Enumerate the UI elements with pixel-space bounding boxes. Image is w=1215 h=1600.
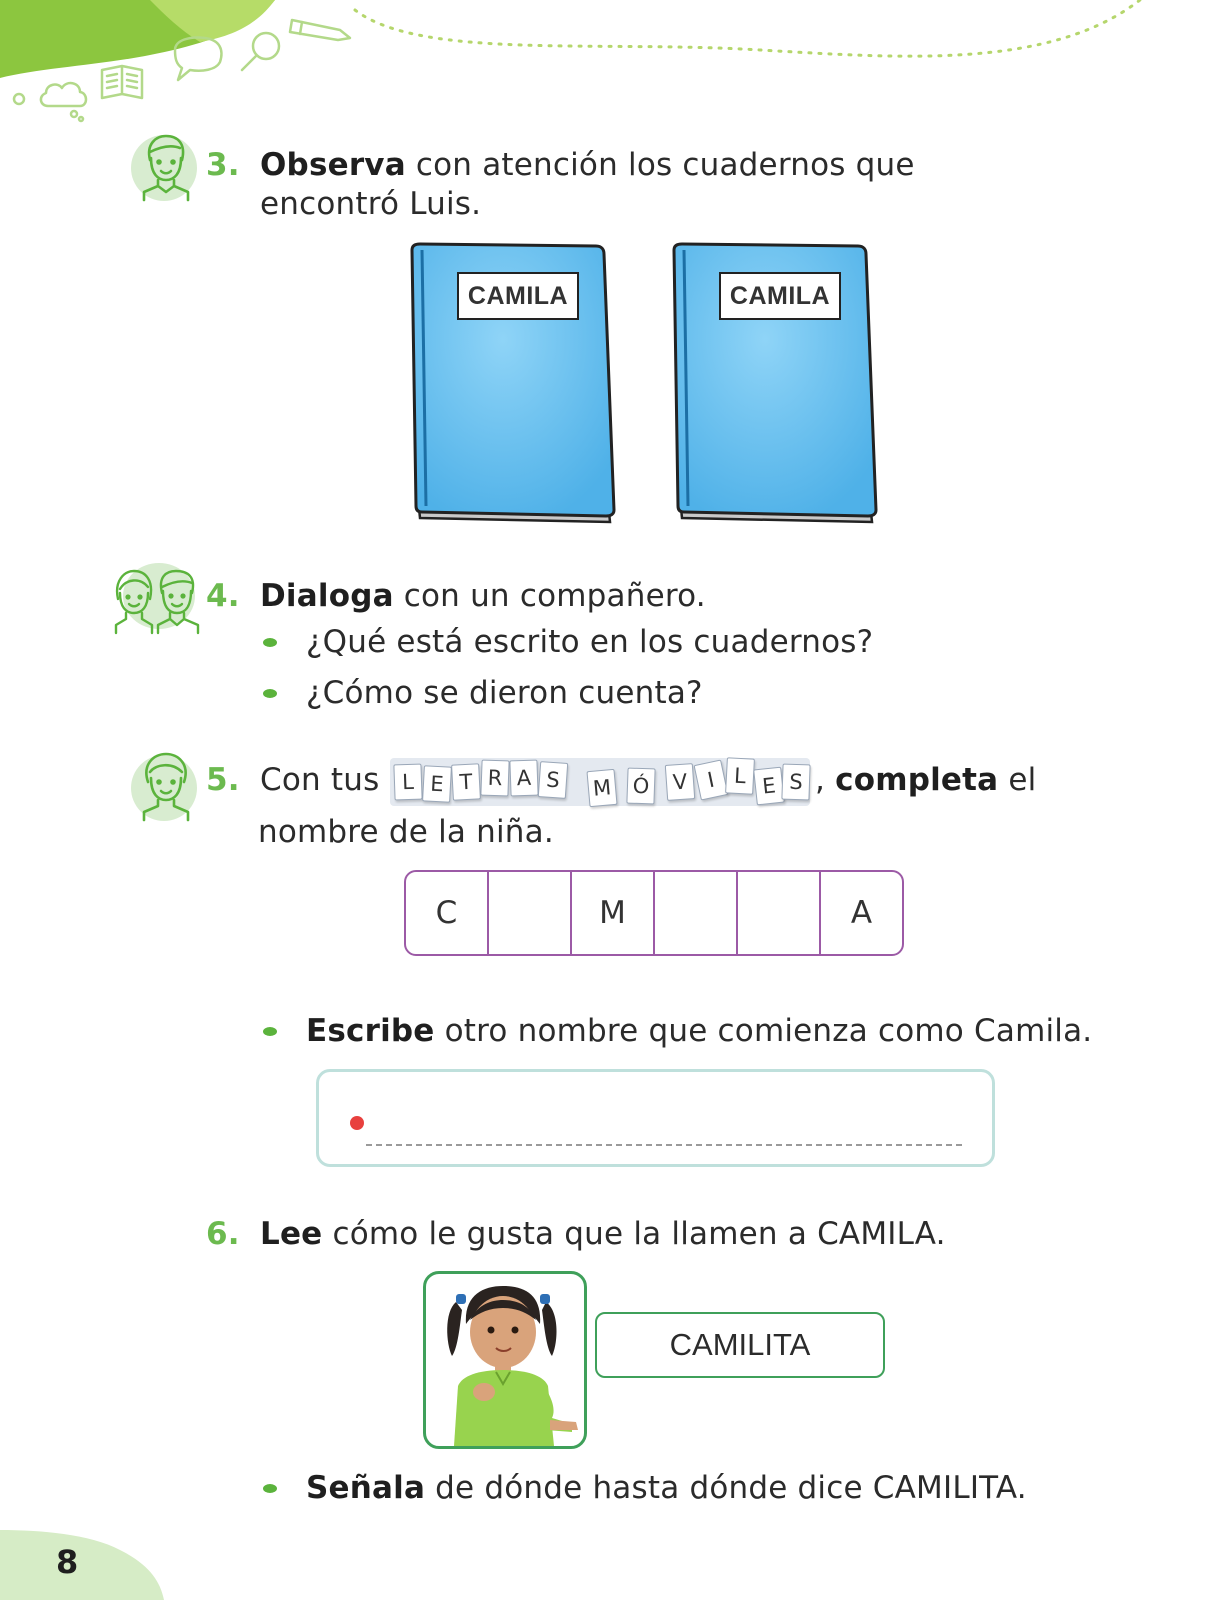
writing-start-dot: [350, 1116, 364, 1130]
activity-5-sub-instruction: [306, 1011, 1092, 1051]
letter-cell-blank[interactable]: [489, 872, 572, 954]
letter-tile: R: [480, 760, 509, 797]
activity-6-number: 6.: [206, 1216, 240, 1252]
activity-3-instruction: [206, 145, 240, 185]
letter-tile: L: [393, 764, 422, 801]
writing-line[interactable]: [366, 1144, 962, 1146]
header-icons: [10, 10, 360, 125]
letter-tile: E: [753, 767, 785, 806]
letter-tile: S: [781, 764, 810, 801]
activity-3-number: 3.: [206, 147, 240, 183]
activity-3-rest: con atención los cuadernos que: [405, 147, 915, 183]
activity-6-rest: cómo le gusta que la llamen a CAMILA.: [322, 1216, 946, 1252]
letter-cell-blank[interactable]: [655, 872, 738, 954]
bullet: [263, 1484, 277, 1493]
letter-tile: V: [665, 763, 695, 801]
letter-tile: L: [725, 757, 755, 794]
activity-3-line2: encontró Luis.: [260, 186, 482, 222]
letter-cell: C: [406, 872, 489, 954]
letter-grid: [404, 870, 904, 956]
activity-5-rest: el: [998, 762, 1037, 798]
activity-4-rest: con un compañero.: [393, 578, 706, 614]
activity-4-question-1: ¿Qué está escrito en los cuadernos?: [306, 624, 874, 660]
activity-3-line1: [260, 145, 915, 185]
activity-5-comma: ,: [815, 762, 826, 798]
letter-cell: A: [850, 895, 873, 931]
activity-6-verb: Lee: [260, 1216, 323, 1252]
notebook-right-label: CAMILA: [719, 272, 841, 320]
letter-tile: I: [694, 759, 729, 800]
activity-5-sub-verb: Escribe: [306, 1013, 435, 1049]
letter-tile: E: [422, 765, 452, 802]
activity-5-sub-rest: otro nombre que comienza como Camila.: [434, 1013, 1093, 1049]
letter-cell: M: [572, 872, 655, 954]
girl-illustration: [426, 1274, 584, 1446]
bullet: [263, 638, 277, 647]
letter-tile: S: [538, 761, 568, 799]
activity-5-line2: nombre de la niña.: [258, 814, 554, 850]
student-icon: [136, 130, 196, 202]
activity-5-number: 5.: [206, 762, 240, 798]
activity-6-sub-verb: Señala: [306, 1470, 426, 1506]
activity-6-sub-rest: de dónde hasta dónde dice CAMILITA.: [425, 1470, 1027, 1506]
activity-4-verb: Dialoga: [260, 578, 394, 614]
activity-5-number-wrap: [206, 760, 240, 800]
activity-5-prefix: Con tus: [260, 762, 380, 798]
letter-tile: Ó: [626, 768, 655, 805]
bullet: [263, 689, 277, 698]
activity-6-line: [260, 1214, 946, 1254]
activity-4-question-2: ¿Cómo se dieron cuenta?: [306, 675, 703, 711]
answer-box[interactable]: [316, 1069, 995, 1167]
student-icon: [136, 750, 196, 822]
activity-5-line1-end: [815, 760, 1036, 800]
letter-tile: M: [586, 769, 617, 807]
pair-icon: [112, 565, 202, 637]
letter-cell-blank[interactable]: [738, 872, 821, 954]
activity-5-verb: completa: [835, 762, 999, 798]
girl-illustration-frame: [423, 1271, 587, 1449]
page-number-badge: [0, 1530, 170, 1600]
activity-4-line: [260, 576, 706, 616]
activity-6-number-wrap: [206, 1214, 240, 1254]
activity-4-number: 4.: [206, 578, 240, 614]
letter-tile: A: [509, 760, 538, 797]
activity-6-sub-instruction: [306, 1468, 1027, 1508]
activity-3-verb: Observa: [260, 147, 406, 183]
activity-4-number-wrap: [206, 576, 240, 616]
bullet: [263, 1027, 277, 1036]
notebook-left-label: CAMILA: [457, 272, 579, 320]
nickname-box: CAMILITA: [595, 1312, 885, 1378]
page-number: 8: [56, 1543, 79, 1581]
letter-tile: T: [451, 763, 481, 800]
